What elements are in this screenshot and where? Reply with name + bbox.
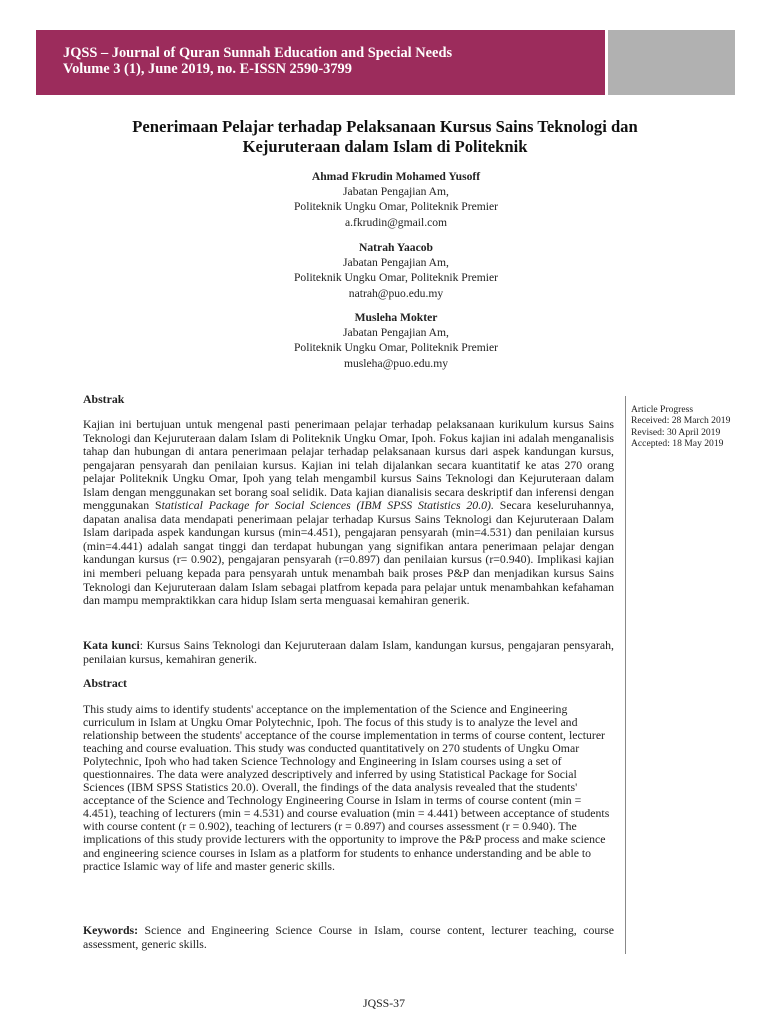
keywords-text: Science and Engineering Science Course in Islam, course content, lecturer teaching, course assessment, generic skills. bbox=[83, 923, 614, 951]
author-email: a.fkrudin@gmail.com bbox=[344, 215, 448, 229]
journal-volume: Volume 3 (1), June 2019, no. E-ISSN 2590-3799 bbox=[63, 61, 352, 77]
progress-label: Article Progress bbox=[631, 404, 694, 415]
kata-kunci-label: Kata kunci bbox=[83, 638, 140, 652]
author-2 bbox=[200, 240, 592, 301]
abstrak-text-a: Kajian ini bertujuan untuk mengenal pasti penerimaan pelajar terhadap pelaksanaan kurikulum kursus Sains Teknologi dan Kejuruteraan dalam Islam di Politeknik Ungku Omar, Ipoh. Fokus kajian ini adalah menganalisis tahap dan hubungan di antara penerimaan pelajar terhadap pelaksanaan kursus dari aspek kandungan kursus, pengajaran pensyarah dan penilaian kursus. Kajian ini telah dijalankan secara kuantitatif ke atas 270 orang pelajar Politeknik Ungku Omar, Ipoh yang telah mengambil kursus Sains Teknologi dan Kejuruteraan dalam Islam dengan menggunakan set borang soal selidik. Data kajian dianalisis secara deskriptif dan inferensi dengan menggunakan S bbox=[83, 417, 614, 513]
keywords bbox=[83, 924, 614, 951]
article-progress bbox=[631, 404, 730, 450]
header-side-block bbox=[608, 30, 735, 95]
author-name: Musleha Mokter bbox=[354, 311, 438, 324]
author-1 bbox=[200, 169, 592, 230]
kata-kunci bbox=[83, 639, 614, 666]
author-name: Natrah Yaacob bbox=[359, 241, 433, 254]
journal-name: JQSS – Journal of Quran Sunnah Education and Special Needs bbox=[63, 45, 453, 61]
author-dept: Jabatan Pengajian Am, bbox=[343, 256, 449, 270]
abstract-heading: Abstract bbox=[83, 676, 127, 690]
author-email: musleha@puo.edu.my bbox=[343, 356, 449, 370]
journal-header-band bbox=[36, 30, 605, 95]
received-date: Received: 28 March 2019 bbox=[631, 415, 731, 427]
page-number: JQSS-37 bbox=[363, 996, 405, 1010]
title-line-2: Kejuruteraan dalam Islam di Politeknik bbox=[242, 137, 528, 156]
accepted-date: Accepted: 18 May 2019 bbox=[631, 438, 724, 450]
abstrak-text-b: Secara keseluruhannya, dapatan analisa data mendapati penerimaan pelajar terhadap Kursus Sains Teknologi dan Kejuruteraan Dalam Islam daripada aspek kandungan kursus (min=4.451), pengajaran pensyarah (min=4.531) dan penilaian kursus (min=4.441) adalah sangat tinggi dan terdapat hubungan yang signifikan antara penerimaan pelajar dengan kandungan kursus (r= 0.902), pengajaran pensyarah (r=0.897) dan penilaian kursus (r=0.940). Implikasi kajian ini memberi peluang kepada para pensyarah untuk menambah baik proses P&P dan menjadikan kursus Sains Teknologi dan Kejuruteraan dalam Islam sebagai platfrom kepada para pelajar untuk menambahkan kefahaman dan mampu mempraktikkan cara hidup Islam serta menguasai kemahiran generik. bbox=[83, 498, 615, 608]
author-institution: Politeknik Ungku Omar, Politeknik Premier bbox=[293, 271, 499, 285]
revised-date: Revised: 30 April 2019 bbox=[631, 426, 721, 438]
paper-title bbox=[60, 117, 710, 157]
title-line-1: Penerimaan Pelajar terhadap Pelaksanaan Kursus Sains Teknologi dan bbox=[132, 117, 638, 136]
author-institution: Politeknik Ungku Omar, Politeknik Premier bbox=[293, 341, 499, 355]
abstrak-text-italic: tatistical Package for Social Sciences (IBM SPSS Statistics 20.0). bbox=[161, 498, 494, 513]
abstrak-heading: Abstrak bbox=[83, 392, 125, 406]
keywords-label: Keywords: bbox=[83, 923, 139, 937]
author-3 bbox=[200, 310, 592, 371]
abstract-body: This study aims to identify students' acceptance on the implementation of the Science and Engineering curriculum in Islam at Ungku Omar Polytechnic, Ipoh. The focus of this study is to analyze the level and relationship between the students' acceptance of the course implementation in terms of course content, lecturer teaching and course evaluation. This study was conducted quantitatively on 270 students of Ungku Omar Polytechnic, Ipoh who had taken Science Technology and Engineering in Islam courses using a set of questionnaires. The data were analyzed descriptively and inferred by using Statistical Package for Social Sciences (IBM SPSS Statistics 20.0). Overall, the findings of the data analysis revealed that the students' acceptance of the Science and Technology Engineering Course in Islam in terms of course content (min = 4.451), teaching of lecturers (min = 4.531) and course evaluation (min = 4.441) between acceptance of students with course content (r = 0.902), teaching of lecturers (r = 0.897) and courses assessment (r = 0.940). The implications of this study provide lecturers with the opportunity to improve the P&P process and make science and engineering science courses in Islam as a platform for students to enhance understanding and be able to practice Islamic way of life and master generic skills. bbox=[83, 702, 610, 873]
kata-kunci-text: : Kursus Sains Teknologi dan Kejuruteraan dalam Islam, kandungan kursus, pengajaran pensyarah, penilaian kursus, kemahiran generik. bbox=[83, 638, 615, 666]
author-dept: Jabatan Pengajian Am, bbox=[343, 185, 449, 199]
author-email: natrah@puo.edu.my bbox=[348, 286, 444, 300]
author-dept: Jabatan Pengajian Am, bbox=[343, 326, 449, 340]
author-institution: Politeknik Ungku Omar, Politeknik Premier bbox=[293, 200, 499, 214]
sidebar-divider bbox=[625, 396, 626, 954]
author-name: Ahmad Fkrudin Mohamed Yusoff bbox=[311, 170, 481, 183]
abstrak-body bbox=[83, 418, 614, 608]
